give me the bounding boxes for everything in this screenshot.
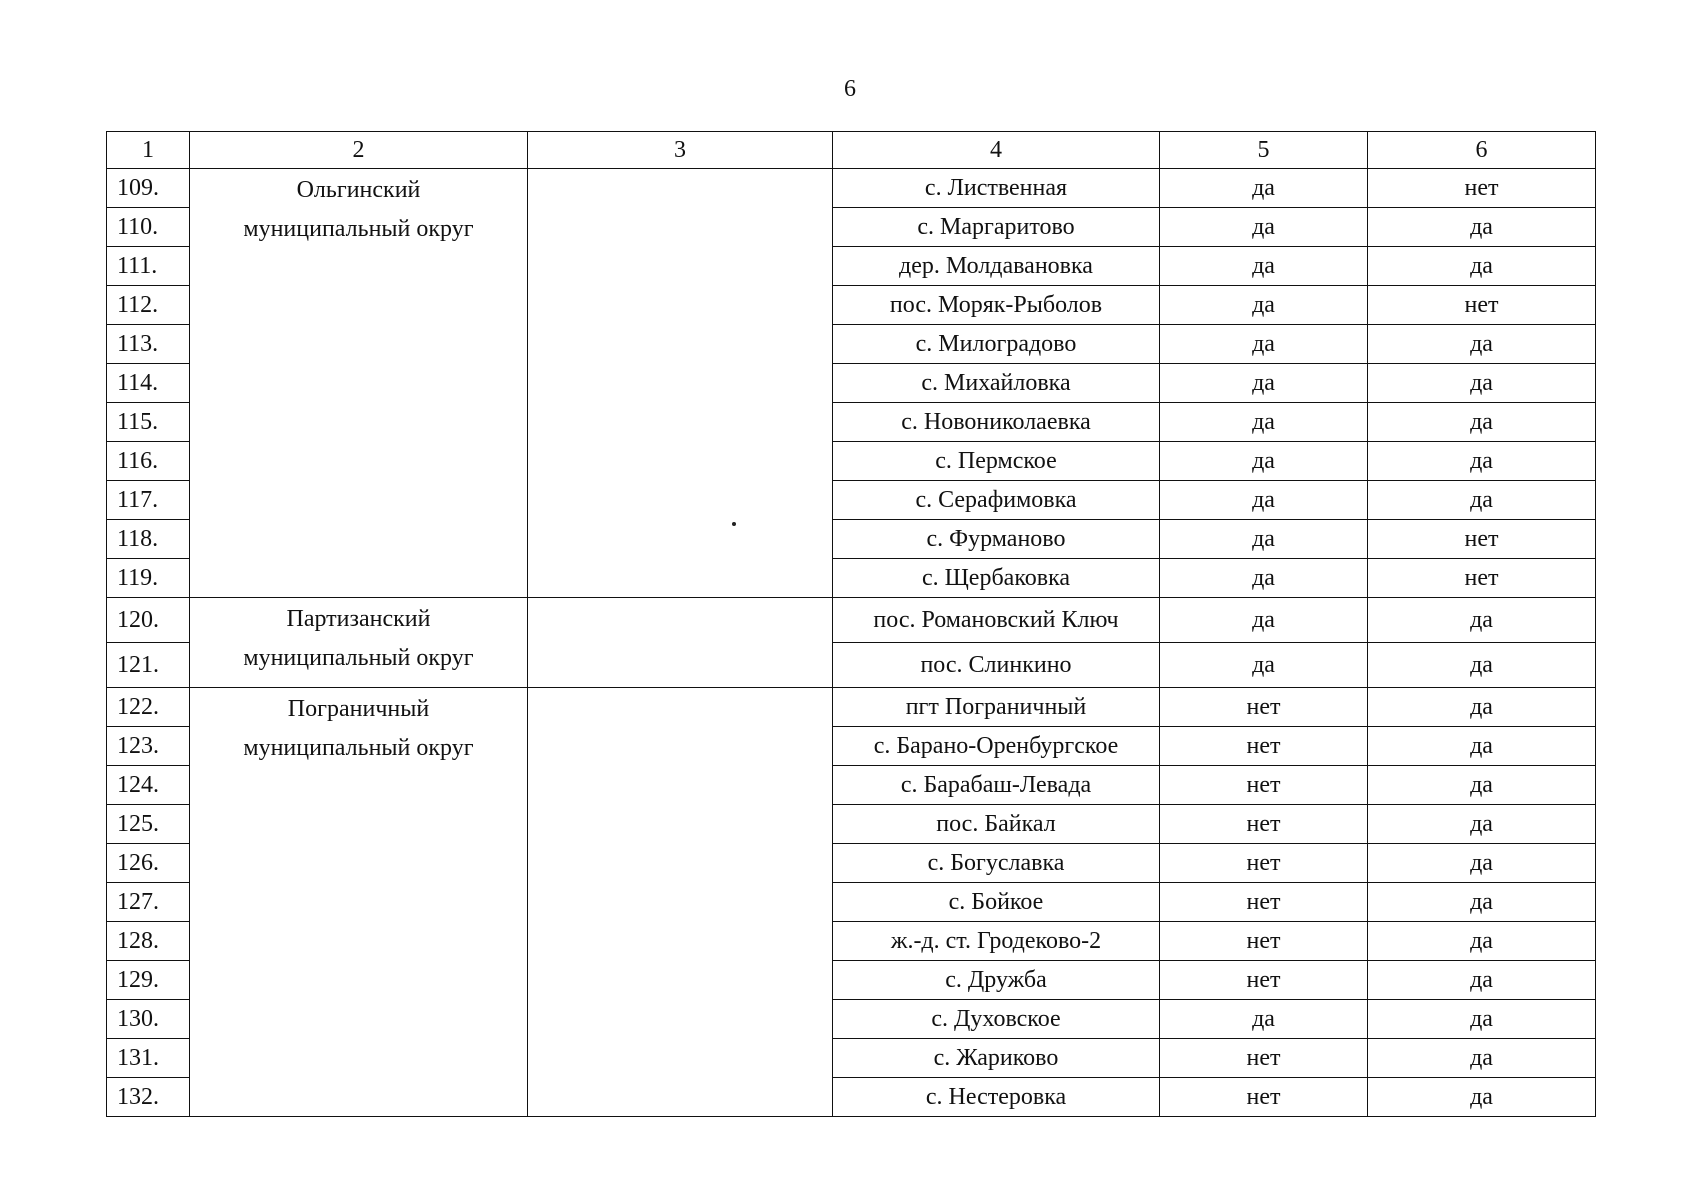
column-5-value: да <box>1160 286 1368 325</box>
row-number: 130. <box>107 1000 190 1039</box>
locality-name: с. Барано-Оренбургское <box>833 727 1160 766</box>
row-number: 110. <box>107 208 190 247</box>
column-5-value: нет <box>1160 883 1368 922</box>
locality-name: с. Серафимовка <box>833 481 1160 520</box>
column-header-3: 3 <box>528 132 833 169</box>
empty-column-3-cell <box>528 598 833 688</box>
column-6-value: да <box>1368 1078 1596 1117</box>
column-5-value: нет <box>1160 844 1368 883</box>
district-name: Партизанский <box>286 606 431 632</box>
column-5-value: да <box>1160 247 1368 286</box>
column-6-value: да <box>1368 922 1596 961</box>
row-number: 129. <box>107 961 190 1000</box>
locality-name: с. Фурманово <box>833 520 1160 559</box>
column-5-value: да <box>1160 643 1368 688</box>
column-5-value: да <box>1160 364 1368 403</box>
column-header-6: 6 <box>1368 132 1596 169</box>
locality-name: с. Михайловка <box>833 364 1160 403</box>
table-body <box>107 169 1596 1117</box>
locality-name: с. Нестеровка <box>833 1078 1160 1117</box>
column-6-value: да <box>1368 688 1596 727</box>
column-5-value: нет <box>1160 766 1368 805</box>
column-5-value: да <box>1160 520 1368 559</box>
row-number: 131. <box>107 1039 190 1078</box>
localities-table <box>106 131 1596 1117</box>
locality-name: с. Барабаш-Левада <box>833 766 1160 805</box>
empty-column-3-cell <box>528 688 833 1117</box>
row-number: 128. <box>107 922 190 961</box>
column-6-value: да <box>1368 364 1596 403</box>
column-5-value: да <box>1160 481 1368 520</box>
column-header-1: 1 <box>107 132 190 169</box>
row-number: 127. <box>107 883 190 922</box>
locality-name: с. Маргаритово <box>833 208 1160 247</box>
column-6-value: нет <box>1368 169 1596 208</box>
district-name: Пограничный <box>287 696 430 722</box>
column-5-value: нет <box>1160 1039 1368 1078</box>
row-number: 113. <box>107 325 190 364</box>
column-5-value: да <box>1160 208 1368 247</box>
column-5-value: да <box>1160 325 1368 364</box>
column-6-value: да <box>1368 1039 1596 1078</box>
row-number: 115. <box>107 403 190 442</box>
locality-name: ж.-д. ст. Гродеково-2 <box>833 922 1160 961</box>
empty-column-3-cell <box>528 169 833 598</box>
district-type: муниципальный округ <box>243 216 474 242</box>
locality-name: с. Милоградово <box>833 325 1160 364</box>
locality-name: с. Дружба <box>833 961 1160 1000</box>
column-5-value: да <box>1160 598 1368 643</box>
column-5-value: нет <box>1160 961 1368 1000</box>
column-header-2: 2 <box>190 132 528 169</box>
row-number: 132. <box>107 1078 190 1117</box>
row-number: 120. <box>107 598 190 643</box>
district-name: Ольгинский <box>296 177 421 203</box>
row-number: 112. <box>107 286 190 325</box>
column-5-value: да <box>1160 169 1368 208</box>
locality-name: с. Щербаковка <box>833 559 1160 598</box>
header-row <box>107 132 1596 169</box>
locality-name: пос. Романовский Ключ <box>833 598 1160 643</box>
stray-dot-mark <box>732 522 736 526</box>
locality-name: с. Новониколаевка <box>833 403 1160 442</box>
column-5-value: нет <box>1160 1078 1368 1117</box>
column-6-value: да <box>1368 481 1596 520</box>
column-6-value: да <box>1368 403 1596 442</box>
locality-name: с. Богуславка <box>833 844 1160 883</box>
column-6-value: да <box>1368 247 1596 286</box>
district-cell <box>190 169 528 598</box>
row-number: 109. <box>107 169 190 208</box>
page-number: 6 <box>844 76 856 102</box>
row-number: 122. <box>107 688 190 727</box>
row-number: 124. <box>107 766 190 805</box>
column-5-value: да <box>1160 559 1368 598</box>
locality-name: с. Лиственная <box>833 169 1160 208</box>
column-6-value: да <box>1368 598 1596 643</box>
column-6-value: да <box>1368 1000 1596 1039</box>
column-5-value: да <box>1160 442 1368 481</box>
column-6-value: да <box>1368 961 1596 1000</box>
column-5-value: да <box>1160 403 1368 442</box>
column-6-value: да <box>1368 442 1596 481</box>
locality-name: с. Бойкое <box>833 883 1160 922</box>
column-6-value: нет <box>1368 286 1596 325</box>
locality-name: пос. Байкал <box>833 805 1160 844</box>
table-row <box>107 169 1596 208</box>
row-number: 114. <box>107 364 190 403</box>
column-6-value: да <box>1368 766 1596 805</box>
table-row <box>107 688 1596 727</box>
row-number: 116. <box>107 442 190 481</box>
locality-name: пгт Пограничный <box>833 688 1160 727</box>
column-5-value: нет <box>1160 688 1368 727</box>
column-5-value: нет <box>1160 805 1368 844</box>
district-type: муниципальный округ <box>243 735 474 761</box>
column-5-value: нет <box>1160 727 1368 766</box>
column-6-value: да <box>1368 844 1596 883</box>
table-row <box>107 598 1596 643</box>
row-number: 118. <box>107 520 190 559</box>
district-type: муниципальный округ <box>243 645 474 671</box>
row-number: 123. <box>107 727 190 766</box>
column-5-value: нет <box>1160 922 1368 961</box>
column-6-value: да <box>1368 325 1596 364</box>
locality-name: с. Жариково <box>833 1039 1160 1078</box>
locality-name: с. Духовское <box>833 1000 1160 1039</box>
row-number: 121. <box>107 643 190 688</box>
column-6-value: да <box>1368 208 1596 247</box>
row-number: 117. <box>107 481 190 520</box>
row-number: 126. <box>107 844 190 883</box>
district-cell <box>190 598 528 688</box>
column-6-value: да <box>1368 883 1596 922</box>
column-header-4: 4 <box>833 132 1160 169</box>
locality-name: пос. Моряк-Рыболов <box>833 286 1160 325</box>
column-6-value: да <box>1368 805 1596 844</box>
column-6-value: да <box>1368 643 1596 688</box>
column-header-5: 5 <box>1160 132 1368 169</box>
row-number: 125. <box>107 805 190 844</box>
column-5-value: да <box>1160 1000 1368 1039</box>
locality-name: пос. Слинкино <box>833 643 1160 688</box>
column-6-value: нет <box>1368 520 1596 559</box>
column-6-value: да <box>1368 727 1596 766</box>
row-number: 119. <box>107 559 190 598</box>
row-number: 111. <box>107 247 190 286</box>
locality-name: дер. Молдавановка <box>833 247 1160 286</box>
locality-name: с. Пермское <box>833 442 1160 481</box>
column-6-value: нет <box>1368 559 1596 598</box>
district-cell <box>190 688 528 1117</box>
